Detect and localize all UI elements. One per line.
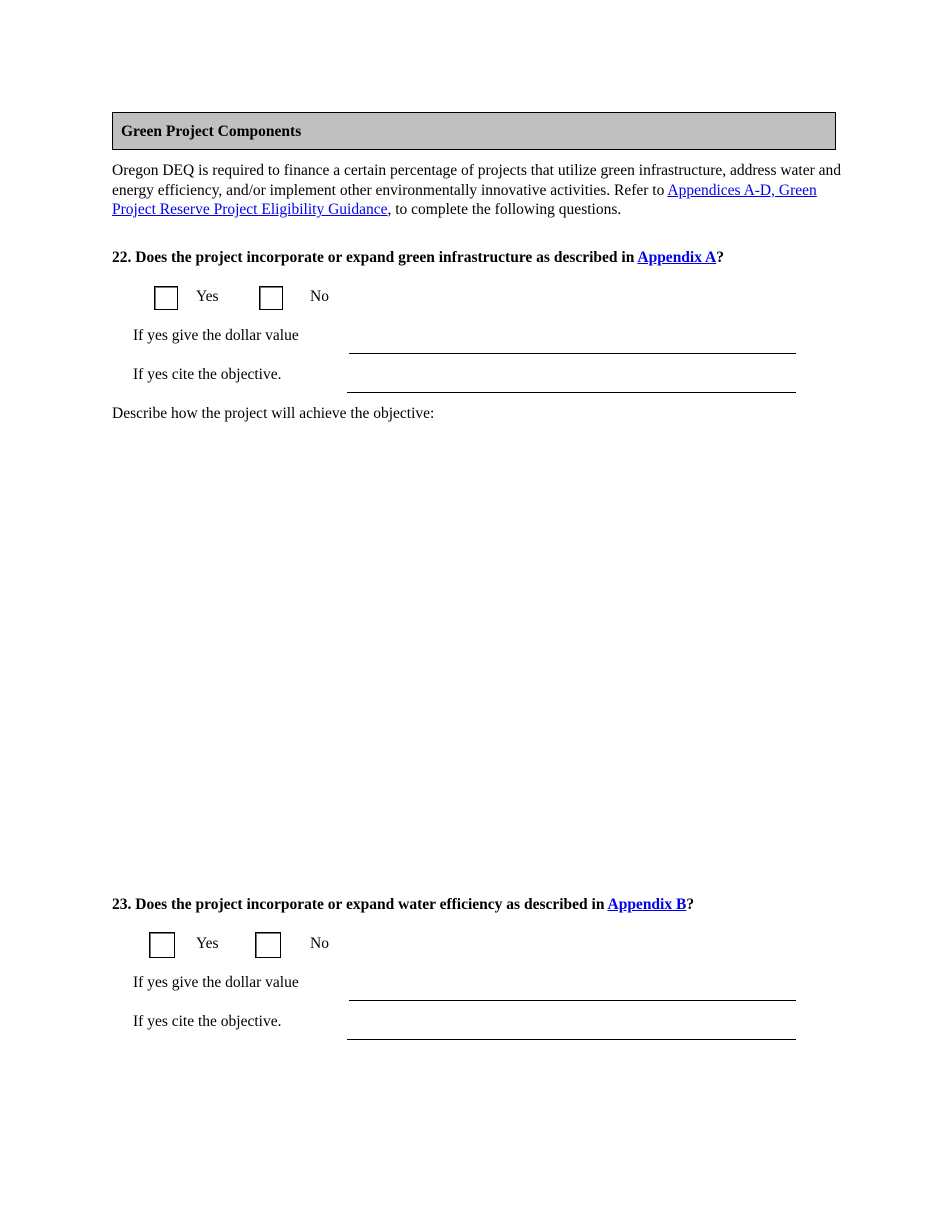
q22-describe-area[interactable]: [112, 428, 836, 888]
q23-no-label: No: [310, 935, 329, 952]
q22-yes-label: Yes: [196, 288, 219, 305]
q23-yes-checkbox[interactable]: [149, 932, 175, 958]
q22-no-label: No: [310, 288, 329, 305]
q22-no-checkbox[interactable]: [259, 286, 283, 310]
q22-yes-checkbox[interactable]: [154, 286, 178, 310]
q23-yes-label: Yes: [196, 935, 219, 952]
section-header: [112, 112, 836, 150]
q23-objective-label: If yes cite the objective.: [133, 1013, 282, 1030]
question-22: [112, 249, 724, 267]
q23-dollar-input[interactable]: [349, 1000, 796, 1001]
intro-paragraph: [112, 161, 842, 220]
question-22-text: 22. Does the project incorporate or expand green infrastructure as described in: [112, 249, 638, 266]
q22-dollar-input[interactable]: [349, 353, 796, 354]
q22-dollar-label: If yes give the dollar value: [133, 327, 299, 344]
section-title: Green Project Components: [121, 123, 302, 140]
q23-no-checkbox[interactable]: [255, 932, 281, 958]
q22-describe-label: Describe how the project will achieve the objective:: [112, 405, 435, 422]
q22-objective-label: If yes cite the objective.: [133, 366, 282, 383]
q23-dollar-label: If yes give the dollar value: [133, 974, 299, 991]
q23-objective-input[interactable]: [347, 1039, 796, 1040]
question-22-suffix: ?: [716, 249, 724, 266]
intro-text-before: Oregon DEQ is required to finance a certain percentage of projects that utilize green infrastructure, address water and energy efficiency, and/or implement other environmentally innovative activities. Refer to: [112, 162, 842, 199]
q22-objective-input[interactable]: [347, 392, 796, 393]
question-23-suffix: ?: [686, 896, 695, 913]
appendix-a-link[interactable]: Appendix A: [637, 249, 717, 266]
intro-text-after: , to complete the following questions.: [387, 201, 622, 219]
appendix-b-link[interactable]: Appendix B: [607, 896, 687, 913]
appendices-link[interactable]: Appendices A-D, Green Project Reserve Project Eligibility Guidance: [112, 181, 817, 219]
question-23: [112, 896, 694, 914]
question-23-text: 23. Does the project incorporate or expand water efficiency as described in: [112, 896, 608, 913]
